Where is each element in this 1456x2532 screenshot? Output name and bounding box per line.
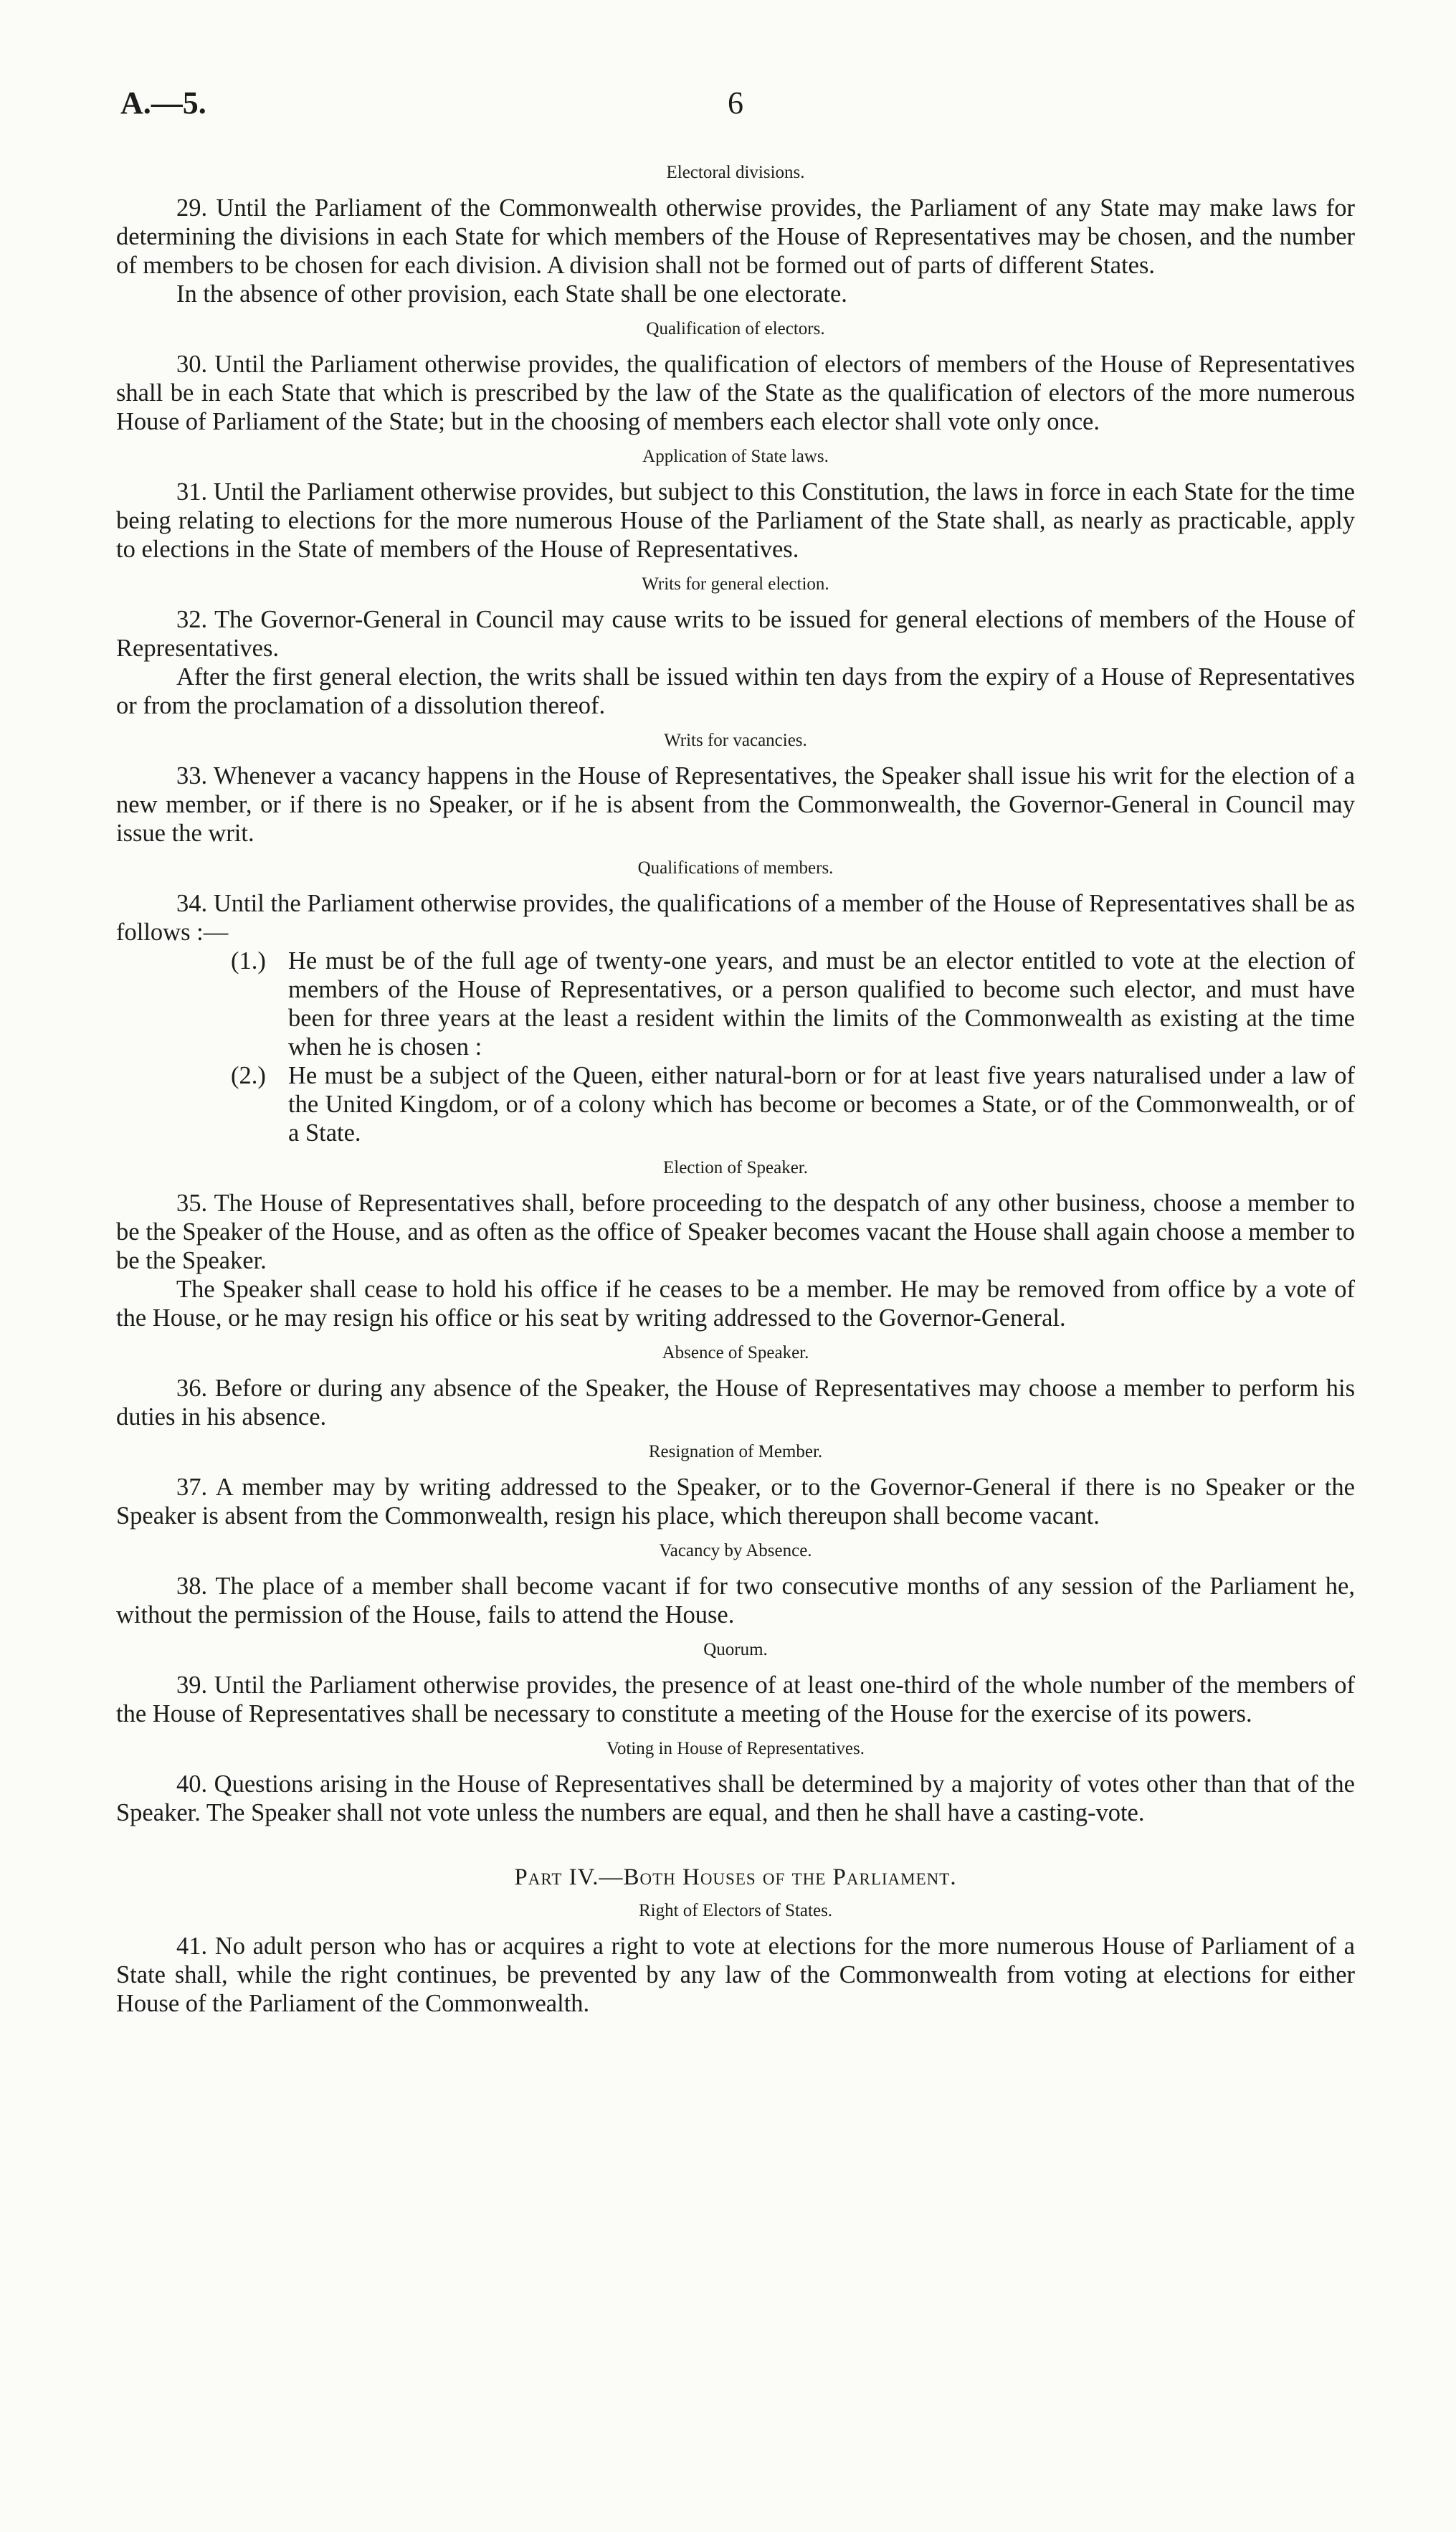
section-heading: Qualification of electors.	[646, 319, 825, 338]
section-heading: Quorum.	[703, 1640, 768, 1659]
list-item-number: (1.)	[231, 947, 266, 975]
paragraph: 32. The Governor-General in Council may cause writs to be issued for general elections of members of the House of Representatives.	[116, 606, 1355, 662]
paragraph: 41. No adult person who has or acquires a right to vote at elections for the more numerous House of Parliament of a State shall, while the right continues, be prevented by any law of the Commonwealth from voting at elections for either House of the Parliament of the Commonwealth.	[116, 1933, 1355, 2017]
section-heading: Resignation of Member.	[648, 1442, 823, 1461]
section-heading: Writs for general election.	[642, 574, 829, 594]
list-item-number: (2.)	[231, 1062, 266, 1089]
section-heading: Vacancy by Absence.	[659, 1541, 812, 1560]
paragraph: The Speaker shall cease to hold his office if he ceases to be a member. He may be removed from office by a vote of the House, or he may resign his office or his seat by writing addressed to the Governor-General.	[116, 1276, 1355, 1332]
list-item	[231, 1061, 1355, 1147]
paragraph: After the first general election, the writs shall be issued within ten days from the expiry of a House of Representatives or from the proclamation of a dissolution thereof.	[116, 663, 1355, 719]
paragraph: 37. A member may by writing addressed to the Speaker, or to the Governor-General if there is no Speaker or the Speaker is absent from the Commonwealth, resign his place, which thereupon shall become vacant.	[116, 1474, 1355, 1530]
page-number: 6	[728, 85, 743, 120]
paragraph: 39. Until the Parliament otherwise provides, the presence of at least one-third of the whole number of the members of the House of Representatives shall be necessary to constitute a meeting of the House for the exercise of its powers.	[116, 1672, 1355, 1727]
section-heading: Right of Electors of States.	[638, 1901, 833, 1920]
section-heading: Electoral divisions.	[666, 163, 805, 182]
paragraph: 35. The House of Representatives shall, before proceeding to the despatch of any other business, choose a member to be the Speaker of the House, and as often as the office of Speaker becomes vacant the House shall again choose a member to be the Speaker.	[116, 1190, 1355, 1274]
section-heading: Qualifications of members.	[637, 858, 834, 878]
document-reference: A.—5.	[120, 85, 206, 120]
paragraph: 34. Until the Parliament otherwise provides, the qualifications of a member of the House of Representatives shall be as follows :—	[116, 890, 1355, 946]
paragraph: 36. Before or during any absence of the Speaker, the House of Representatives may choose a member to perform his duties in his absence.	[116, 1375, 1355, 1431]
paragraph: 30. Until the Parliament otherwise provides, the qualification of electors of members of the House of Representatives shall be in each State that which is prescribed by the law of the State as the qualification of electors of the more numerous House of Parliament of the State; but in the choosing of members each elector shall vote only once.	[116, 351, 1355, 435]
paragraph: 29. Until the Parliament of the Commonwealth otherwise provides, the Parliament of any State may make laws for determining the divisions in each State for which members of the House of Representatives may be chosen, and the number of members to be chosen for each division. A division shall not be formed out of parts of different States.	[116, 194, 1355, 279]
paragraph: 31. Until the Parliament otherwise provides, but subject to this Constitution, the laws in force in each State for the time being relating to elections for the more numerous House of the Parliament of the State shall, as nearly as practicable, apply to elections in the State of members of the House of Representatives.	[116, 478, 1355, 563]
section-heading: Application of State laws.	[642, 447, 829, 466]
list-item	[231, 947, 1355, 1061]
paragraph: In the absence of other provision, each State shall be one electorate.	[176, 280, 847, 308]
section-heading: Absence of Speaker.	[662, 1343, 809, 1362]
paragraph: 40. Questions arising in the House of Representatives shall be determined by a majority of votes other than that of the Speaker. The Speaker shall not vote unless the numbers are equal, and then he shall have a casting-vote.	[116, 1770, 1355, 1826]
list-item-text: He must be a subject of the Queen, either natural-born or for at least five years naturalised under a law of the United Kingdom, or of a colony which has become or becomes a State, or of the Commonwealth, or of a State.	[288, 1062, 1355, 1147]
section-heading: Election of Speaker.	[662, 1158, 808, 1177]
part-title: Part IV.—Both Houses of the Parliament.	[514, 1864, 957, 1890]
document-body	[116, 153, 1355, 2018]
section-heading: Writs for vacancies.	[664, 731, 807, 750]
paragraph: 33. Whenever a vacancy happens in the House of Representatives, the Speaker shall issue his writ for the election of a new member, or if there is no Speaker, or if he is absent from the Commonwealth, the Governor-General in Council may issue the writ.	[116, 762, 1355, 847]
paragraph: 38. The place of a member shall become vacant if for two consecutive months of any session of the Parliament he, without the permission of the House, fails to attend the House.	[116, 1573, 1355, 1628]
section-heading: Voting in House of Representatives.	[606, 1739, 865, 1758]
list-item-text: He must be of the full age of twenty-one years, and must be an elector entitled to vote at the election of members of the House of Representatives, or a person qualified to become such elector, and must have been for three years at the least a resident within the limits of the Commonwealth as existing at the time when he is chosen :	[288, 947, 1355, 1061]
